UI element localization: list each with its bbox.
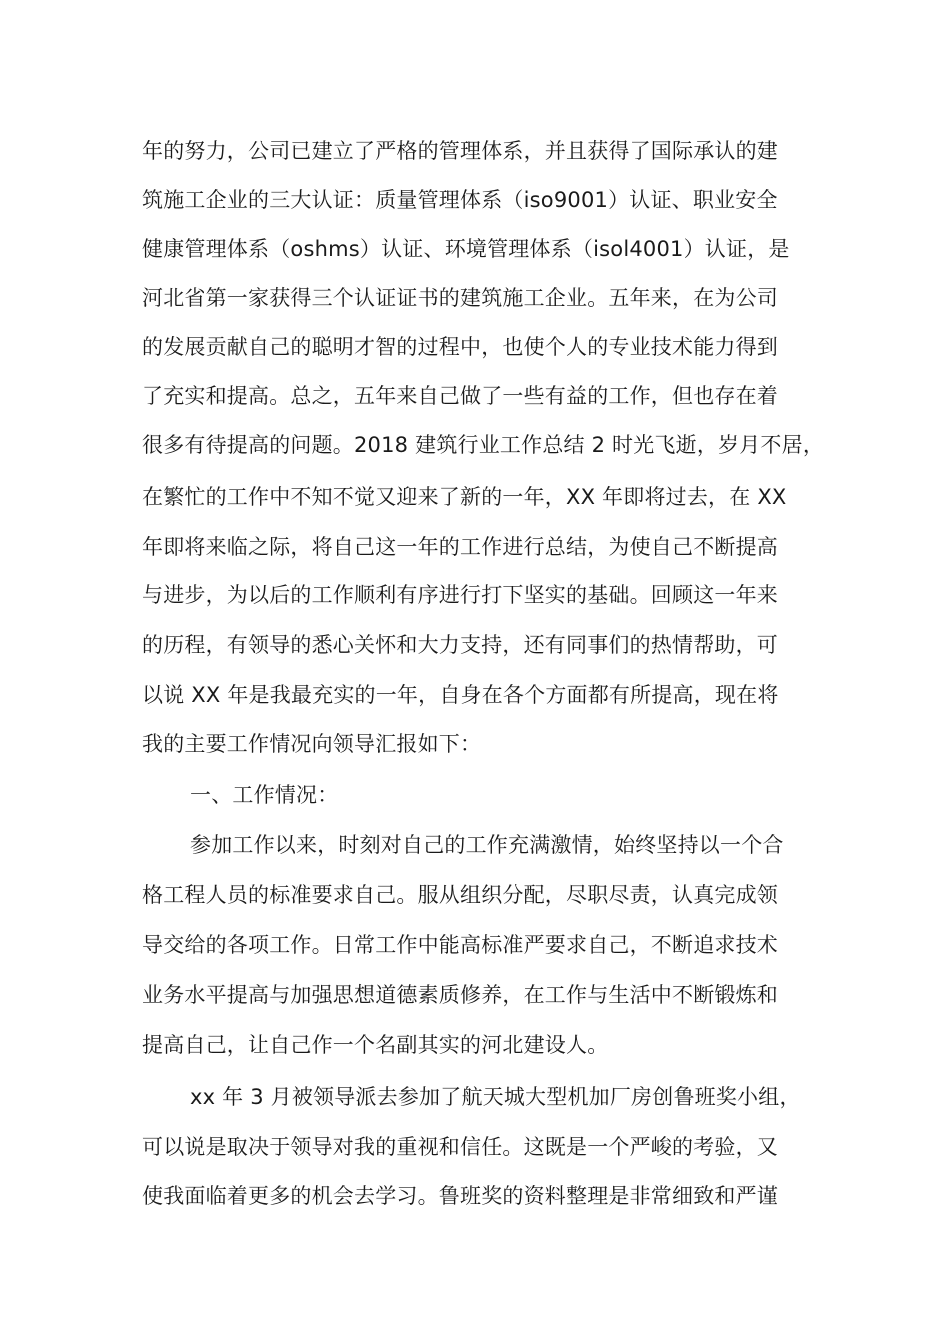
text-line: 的发展贡献自己的聪明才智的过程中，也使个人的专业技术能力得到 — [142, 335, 778, 359]
text-line: 了充实和提高。总之，五年来自己做了一些有益的工作，但也存在着 — [142, 384, 778, 408]
text-line: 业务水平提高与加强思想道德素质修养，在工作与生活中不断锻炼和 — [142, 983, 778, 1007]
text-line: 的历程，有领导的悉心关怀和大力支持，还有同事们的热情帮助，可 — [142, 633, 778, 657]
text-line: 以说 XX 年是我最充实的一年，自身在各个方面都有所提高，现在将 — [142, 683, 779, 707]
text-line: 可以说是取决于领导对我的重视和信任。这既是一个严峻的考验，又 — [142, 1135, 778, 1159]
text-line: 与进步，为以后的工作顺利有序进行打下坚实的基础。回顾这一年来 — [142, 583, 778, 607]
text-line: 在繁忙的工作中不知不觉又迎来了新的一年，XX 年即将过去，在 XX — [142, 485, 787, 509]
text-line: 使我面临着更多的机会去学习。鲁班奖的资料整理是非常细致和严谨 — [142, 1184, 778, 1208]
paragraph-first-line: xx 年 3 月被领导派去参加了航天城大型机加厂房创鲁班奖小组， — [190, 1085, 801, 1109]
section-heading: 一、工作情况： — [190, 783, 339, 807]
text-line: 年的努力，公司已建立了严格的管理体系，并且获得了国际承认的建 — [142, 139, 778, 163]
text-line: 筑施工企业的三大认证：质量管理体系（iso9001）认证、职业安全 — [142, 188, 778, 212]
text-line: 提高自己，让自己作一个名副其实的河北建设人。 — [142, 1033, 609, 1057]
text-line: 年即将来临之际，将自己这一年的工作进行总结，为使自己不断提高 — [142, 535, 778, 559]
text-line: 我的主要工作情况向领导汇报如下： — [142, 732, 482, 756]
text-line: 导交给的各项工作。日常工作中能高标准严要求自己，不断追求技术 — [142, 933, 778, 957]
text-line: 很多有待提高的问题。2018 建筑行业工作总结 2 时光飞逝，岁月不居， — [142, 433, 825, 457]
paragraph-first-line: 参加工作以来，时刻对自己的工作充满激情，始终坚持以一个合 — [190, 833, 784, 857]
text-line: 格工程人员的标准要求自己。服从组织分配，尽职尽责，认真完成领 — [142, 883, 778, 907]
text-line: 健康管理体系（oshms）认证、环境管理体系（isol4001）认证，是 — [142, 237, 790, 261]
text-line: 河北省第一家获得三个认证证书的建筑施工企业。五年来，在为公司 — [142, 286, 778, 310]
